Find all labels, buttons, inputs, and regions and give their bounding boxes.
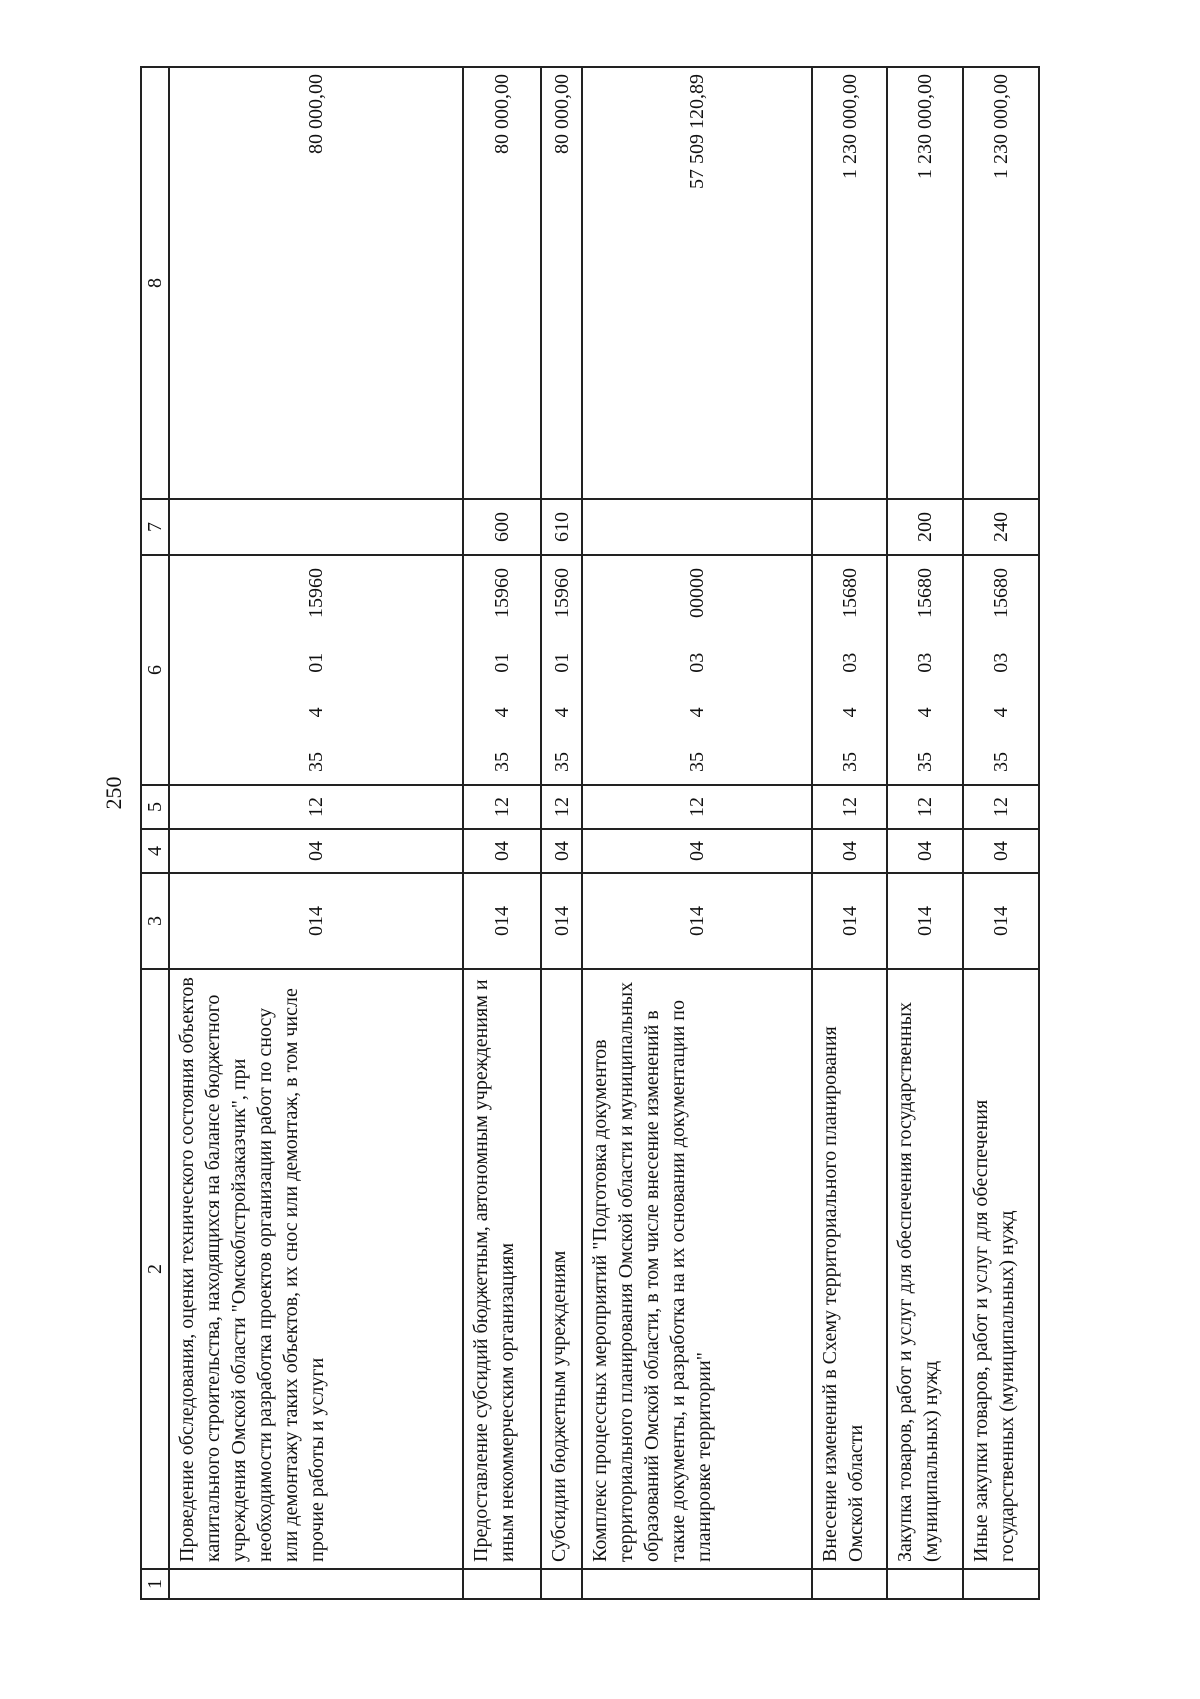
cell-target-article (887, 555, 963, 785)
cell-expense-type (582, 499, 812, 555)
article-direction: 15960 (490, 568, 513, 619)
article-direction: 15960 (550, 568, 573, 619)
article-complex: 03 (914, 652, 937, 673)
cell-subsection: 12 (463, 785, 541, 829)
cell-section: 04 (887, 829, 963, 873)
article-program: 35 (838, 752, 861, 772)
cell-target-article (463, 555, 541, 785)
cell-num (582, 1569, 812, 1599)
article-direction: 15680 (990, 568, 1013, 619)
cell-amount: 57 509 120,89 (582, 67, 812, 499)
article-program: 35 (914, 752, 937, 772)
cell-section: 04 (812, 829, 888, 873)
col-header-8: 8 (141, 67, 169, 499)
cell-amount: 80 000,00 (169, 67, 463, 499)
cell-expense-type: 600 (463, 499, 541, 555)
article-complex: 01 (490, 652, 513, 673)
article-type: 4 (838, 707, 861, 718)
cell-ministry: 014 (169, 873, 463, 969)
article-complex: 03 (838, 652, 861, 673)
cell-description: Проведение обследования, оценки технического состояния объектов капитального строительства, находящихся на балансе бюджетного учреждения Омской области "Омскоблстройзаказчик", при необходимости разработка проектов организации работ по сносу или демонтажу таких объектов, их снос или демонтаж, в том числе прочие работы и услуги (169, 969, 463, 1569)
cell-ministry: 014 (963, 873, 1039, 969)
article-complex: 03 (685, 652, 708, 673)
table-row (812, 67, 888, 1599)
cell-description: Комплекс процессных мероприятий "Подготовка документов территориального планирования Омской области и муниципальных образований Омской области, в том числе внесение изменений в такие документы, и разработка на их основании документации по планировке территории" (582, 969, 812, 1569)
cell-section: 04 (463, 829, 541, 873)
cell-expense-type: 240 (963, 499, 1039, 555)
cell-expense-type: 610 (541, 499, 582, 555)
cell-description: Внесение изменений в Схему территориального планирования Омской области (812, 969, 888, 1569)
cell-expense-type: 200 (887, 499, 963, 555)
col-header-7: 7 (141, 499, 169, 555)
cell-section: 04 (963, 829, 1039, 873)
col-header-3: 3 (141, 873, 169, 969)
table-row (169, 67, 463, 1599)
cell-description: Иные закупки товаров, работ и услуг для обеспечения государственных (муниципальных) нужд (963, 969, 1039, 1569)
cell-num (541, 1569, 582, 1599)
cell-num (169, 1569, 463, 1599)
cell-subsection: 12 (887, 785, 963, 829)
cell-amount: 80 000,00 (541, 67, 582, 499)
cell-subsection: 12 (169, 785, 463, 829)
cell-target-article (582, 555, 812, 785)
page-number: 250 (101, 776, 126, 810)
cell-subsection: 12 (541, 785, 582, 829)
cell-num (812, 1569, 888, 1599)
article-program: 35 (990, 752, 1013, 772)
cell-num (963, 1569, 1039, 1599)
cell-description: Закупка товаров, работ и услуг для обеспечения государственных (муниципальных) нужд (887, 969, 963, 1569)
cell-amount: 80 000,00 (463, 67, 541, 499)
col-header-6: 6 (141, 555, 169, 785)
cell-ministry: 014 (463, 873, 541, 969)
cell-target-article (963, 555, 1039, 785)
article-type: 4 (685, 707, 708, 718)
table-row (541, 67, 582, 1599)
table-row (582, 67, 812, 1599)
budget-table (140, 66, 1040, 1600)
article-program: 35 (490, 752, 513, 772)
cell-ministry: 014 (582, 873, 812, 969)
cell-amount: 1 230 000,00 (887, 67, 963, 499)
article-program: 35 (304, 752, 327, 772)
table-row (463, 67, 541, 1599)
budget-table-rotated (140, 68, 1040, 1600)
cell-subsection: 12 (812, 785, 888, 829)
article-direction: 00000 (685, 568, 708, 619)
cell-ministry: 014 (887, 873, 963, 969)
cell-subsection: 12 (582, 785, 812, 829)
cell-target-article (169, 555, 463, 785)
cell-expense-type (169, 499, 463, 555)
article-type: 4 (914, 707, 937, 718)
article-direction: 15680 (838, 568, 861, 619)
col-header-2: 2 (141, 969, 169, 1569)
cell-section: 04 (582, 829, 812, 873)
cell-amount: 1 230 000,00 (812, 67, 888, 499)
cell-description: Предоставление субсидий бюджетным, автономным учреждениям и иным некоммерческим организациям (463, 969, 541, 1569)
cell-section: 04 (541, 829, 582, 873)
article-direction: 15680 (914, 568, 937, 619)
article-type: 4 (304, 707, 327, 718)
col-header-1: 1 (141, 1569, 169, 1599)
article-type: 4 (490, 707, 513, 718)
cell-section: 04 (169, 829, 463, 873)
cell-expense-type (812, 499, 888, 555)
cell-ministry: 014 (541, 873, 582, 969)
cell-ministry: 014 (812, 873, 888, 969)
cell-description: Субсидии бюджетным учреждениям (541, 969, 582, 1569)
cell-num (887, 1569, 963, 1599)
col-header-5: 5 (141, 785, 169, 829)
cell-target-article (541, 555, 582, 785)
article-complex: 01 (550, 652, 573, 673)
cell-amount: 1 230 000,00 (963, 67, 1039, 499)
article-complex: 03 (990, 652, 1013, 673)
table-row (963, 67, 1039, 1599)
article-type: 4 (990, 707, 1013, 718)
header-row (141, 67, 169, 1599)
cell-num (463, 1569, 541, 1599)
article-program: 35 (550, 752, 573, 772)
table-row (887, 67, 963, 1599)
cell-target-article (812, 555, 888, 785)
col-header-4: 4 (141, 829, 169, 873)
article-type: 4 (550, 707, 573, 718)
article-complex: 01 (304, 652, 327, 673)
cell-subsection: 12 (963, 785, 1039, 829)
article-program: 35 (685, 752, 708, 772)
article-direction: 15960 (304, 568, 327, 619)
